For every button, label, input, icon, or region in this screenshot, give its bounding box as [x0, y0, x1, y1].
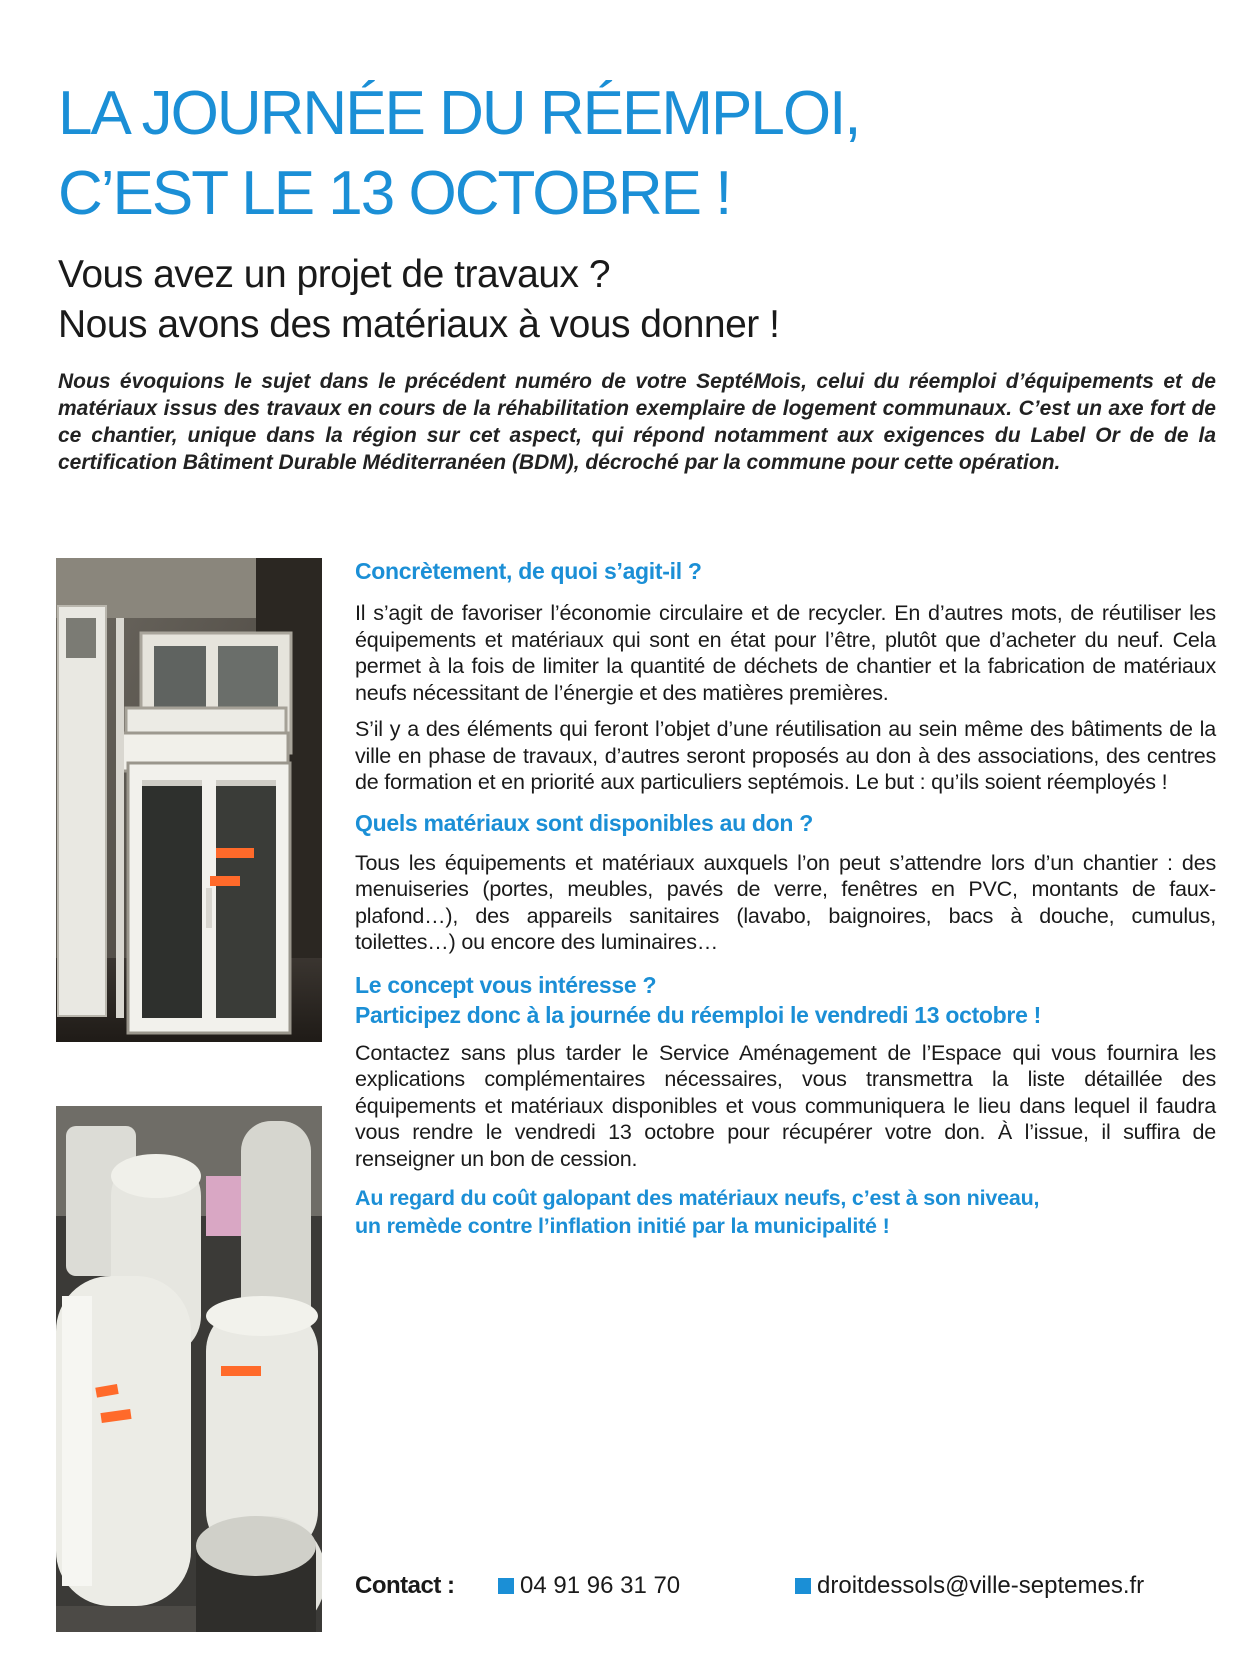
page-title-line-2: C’EST LE 13 OCTOBRE !: [58, 159, 731, 228]
section-what-paragraph-2: S’il y a des éléments qui feront l’objet d’une réutilisation au sein même des bâtiments de la ville en phase de travaux, d’autres seront proposés au don à des associations, des centres de formation et en priorité aux particuliers septémois. Le but : qu’ils soient réemployés !: [355, 717, 1216, 794]
page-title: [58, 74, 1208, 234]
closing-callout-line-2: un remède contre l’inflation initié par la municipalité !: [355, 1214, 890, 1238]
section-what-paragraph-1: Il s’agit de favoriser l’économie circulaire et de recycler. En d’autres mots, de réutiliser les équipements et matériaux qui sont en état pour l’être, plutôt que d’acheter du neuf. Cela permet à la fois de limiter la quantité de déchets de chantier et la fabrication de matériaux neufs nécessitant de l’énergie et des matières premières.: [355, 601, 1216, 705]
contact-label: Contact :: [355, 1572, 455, 1599]
section-heading-concept-line-2: Participez donc à la journée du réemploi le vendredi 13 octobre !: [355, 1001, 1042, 1028]
section-materials-paragraph: Tous les équipements et matériaux auxquels l’on peut s’attendre lors d’un chantier : des menuiseries (portes, meubles, pavés de verre, fenêtres en PVC, montants de faux-plafond…), des appareils sanitaires (lavabo, baignoires, bacs à douche, cumulus, toilettes…) ou encore des luminaires…: [355, 850, 1216, 954]
section-heading-what: Concrètement, de quoi s’agit-il ?: [355, 558, 702, 584]
section-heading-materials: Quels matériaux sont disponibles au don ?: [355, 809, 813, 836]
page-title-line-1: LA JOURNÉE DU RÉEMPLOI,: [58, 79, 860, 148]
square-bullet-icon: [498, 1578, 514, 1594]
contact-email-text: droitdessols@ville-septemes.fr: [817, 1572, 1145, 1599]
page-subtitle-line-1: Vous avez un projet de travaux ?: [58, 253, 611, 296]
article-column: [355, 556, 1216, 1240]
water-heaters-photo: [56, 1106, 322, 1632]
closing-callout-line-1: Au regard du coût galopant des matériaux neufs, c’est à son niveau,: [355, 1186, 1040, 1210]
contact-phone[interactable]: [498, 1570, 680, 1602]
contact-bar: [355, 1570, 1216, 1602]
closing-callout: [355, 1184, 1216, 1240]
windows-photo: [56, 558, 322, 1042]
page-subtitle-line-2: Nous avons des matériaux à vous donner !: [58, 303, 780, 346]
intro-paragraph: Nous évoquions le sujet dans le précédent numéro de votre SeptéMois, celui du réemploi d’équipements et de matériaux issus des travaux en cours de la réhabilitation exemplaire de logement communaux. C’est un axe fort de ce chantier, unique dans la région sur cet aspect, qui répond notamment aux exigences du Label Or de de la certification Bâtiment Durable Méditerranéen (BDM), décroché par la commune pour cette opération.: [58, 370, 1216, 474]
section-heading-concept: [355, 970, 1216, 1030]
section-heading-concept-line-1: Le concept vous intéresse ?: [355, 971, 657, 998]
square-bullet-icon: [795, 1578, 811, 1594]
page-subtitle: [58, 250, 1208, 350]
contact-phone-text: 04 91 96 31 70: [520, 1572, 681, 1599]
section-concept-paragraph: Contactez sans plus tarder le Service Aménagement de l’Espace qui vous fournira les explications complémentaires nécessaires, vous transmettra la liste détaillée des équipements et matériaux disponibles et vous communiquera le lieu dans lequel il faudra vous rendre le vendredi 13 octobre pour récupérer votre don. À l’issue, il suffira de renseigner un bon de cession.: [355, 1040, 1216, 1171]
contact-email[interactable]: [795, 1570, 1144, 1602]
